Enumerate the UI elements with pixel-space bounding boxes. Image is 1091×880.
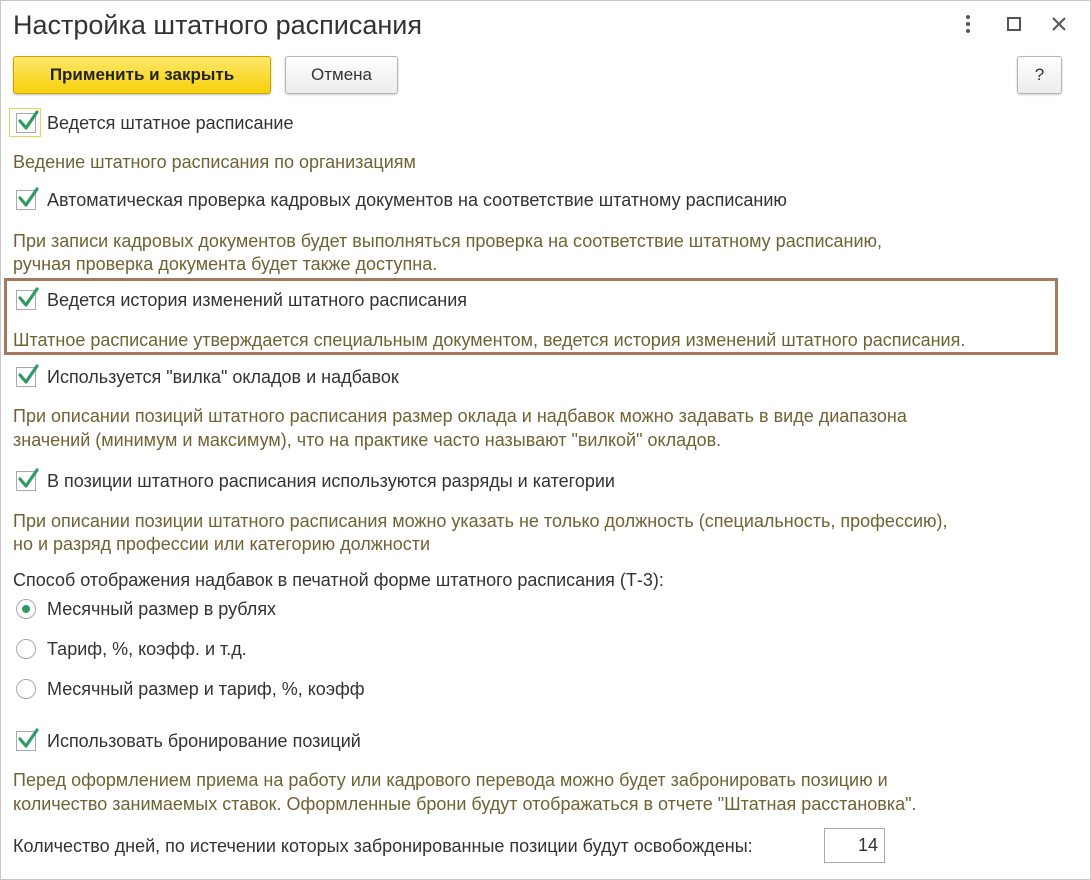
radio-tariff-label: Тариф, %, коэфф. и т.д. — [47, 638, 247, 659]
auto-check-hint-line2: ручная проверка документа будет также доступна. — [13, 254, 438, 274]
allowance-display-label: Способ отображения надбавок в печатной форме штатного расписания (Т-3): — [13, 569, 664, 590]
radio-monthly-and-tariff-label: Месячный размер и тариф, %, коэфф — [47, 678, 365, 699]
history-hint: Штатное расписание утверждается специальным документом, ведется история изменений штатного расписания. — [13, 330, 966, 350]
radio-monthly-and-tariff[interactable] — [16, 679, 36, 699]
radio-monthly-rub-label: Месячный размер в рублях — [47, 598, 277, 619]
checkmark-icon — [16, 286, 40, 310]
history-checkbox[interactable] — [16, 290, 36, 310]
auto-check-setting[interactable] — [13, 186, 787, 214]
booking-hint-line1: Перед оформлением приема на работу или кадрового перевода можно будет забронировать позицию и — [13, 770, 888, 790]
grades-checkbox[interactable] — [16, 471, 36, 491]
help-button[interactable]: ? — [1017, 56, 1062, 94]
more-actions-icon[interactable] — [955, 11, 981, 37]
auto-check-checkbox[interactable] — [16, 190, 36, 210]
booking-label: Использовать бронирование позиций — [47, 730, 361, 751]
cancel-button[interactable]: Отмена — [285, 56, 398, 94]
auto-check-hint-line1: При записи кадровых документов будет выполняться проверка на соответствие штатному расписанию, — [13, 231, 883, 251]
salary-range-setting[interactable] — [13, 363, 399, 391]
history-label: Ведется история изменений штатного расписания — [47, 289, 467, 310]
release-days-label: Количество дней, по истечении которых забронированные позиции будут освобождены: — [13, 835, 753, 856]
staffing-enabled-checkbox[interactable] — [16, 113, 36, 133]
salary-range-label: Используется "вилка" окладов и надбавок — [47, 366, 399, 387]
booking-hint-line2: количество занимаемых ставок. Оформленные брони будут отображаться в отчете "Штатная расстановка". — [13, 794, 917, 814]
checkmark-icon — [16, 727, 40, 751]
booking-checkbox[interactable] — [16, 731, 36, 751]
release-days-input[interactable]: 14 — [824, 828, 885, 863]
grades-hint-line1: При описании позиции штатного расписания можно указать не только должность (специальность, профессию), — [13, 511, 948, 531]
radio-option-monthly-rub[interactable] — [13, 595, 276, 623]
grades-label: В позиции штатного расписания используются разряды и категории — [47, 470, 615, 491]
close-icon[interactable] — [1046, 11, 1072, 37]
checkmark-icon — [16, 363, 40, 387]
staffing-enabled-label: Ведется штатное расписание — [47, 112, 294, 133]
maximize-icon[interactable] — [1001, 11, 1027, 37]
salary-range-checkbox[interactable] — [16, 367, 36, 387]
staffing-enabled-hint: Ведение штатного расписания по организациям — [13, 152, 416, 172]
grades-setting[interactable] — [13, 467, 615, 495]
staffing-enabled-setting[interactable] — [13, 109, 293, 137]
checkmark-icon — [16, 109, 40, 133]
auto-check-label: Автоматическая проверка кадровых документов на соответствие штатному расписанию — [47, 189, 787, 210]
radio-option-tariff[interactable] — [13, 635, 247, 663]
radio-monthly-rub[interactable] — [16, 599, 36, 619]
release-days-setting — [13, 832, 753, 860]
checkmark-icon — [16, 186, 40, 210]
radio-option-monthly-and-tariff[interactable] — [13, 675, 365, 703]
radio-tariff[interactable] — [16, 639, 36, 659]
apply-and-close-button[interactable]: Применить и закрыть — [13, 56, 271, 94]
salary-range-hint-line1: При описании позиций штатного расписания размер оклада и надбавок можно задавать в виде диапазона — [13, 406, 907, 426]
salary-range-hint-line2: значений (минимум и максимум), что на практике часто называют "вилкой" окладов. — [13, 430, 722, 450]
history-setting[interactable] — [13, 286, 467, 314]
allowance-display-heading — [13, 566, 664, 594]
booking-setting[interactable] — [13, 727, 361, 755]
checkmark-icon — [16, 467, 40, 491]
window-title: Настройка штатного расписания — [13, 10, 422, 40]
grades-hint-line2: но и разряд профессии или категорию должности — [13, 534, 431, 554]
